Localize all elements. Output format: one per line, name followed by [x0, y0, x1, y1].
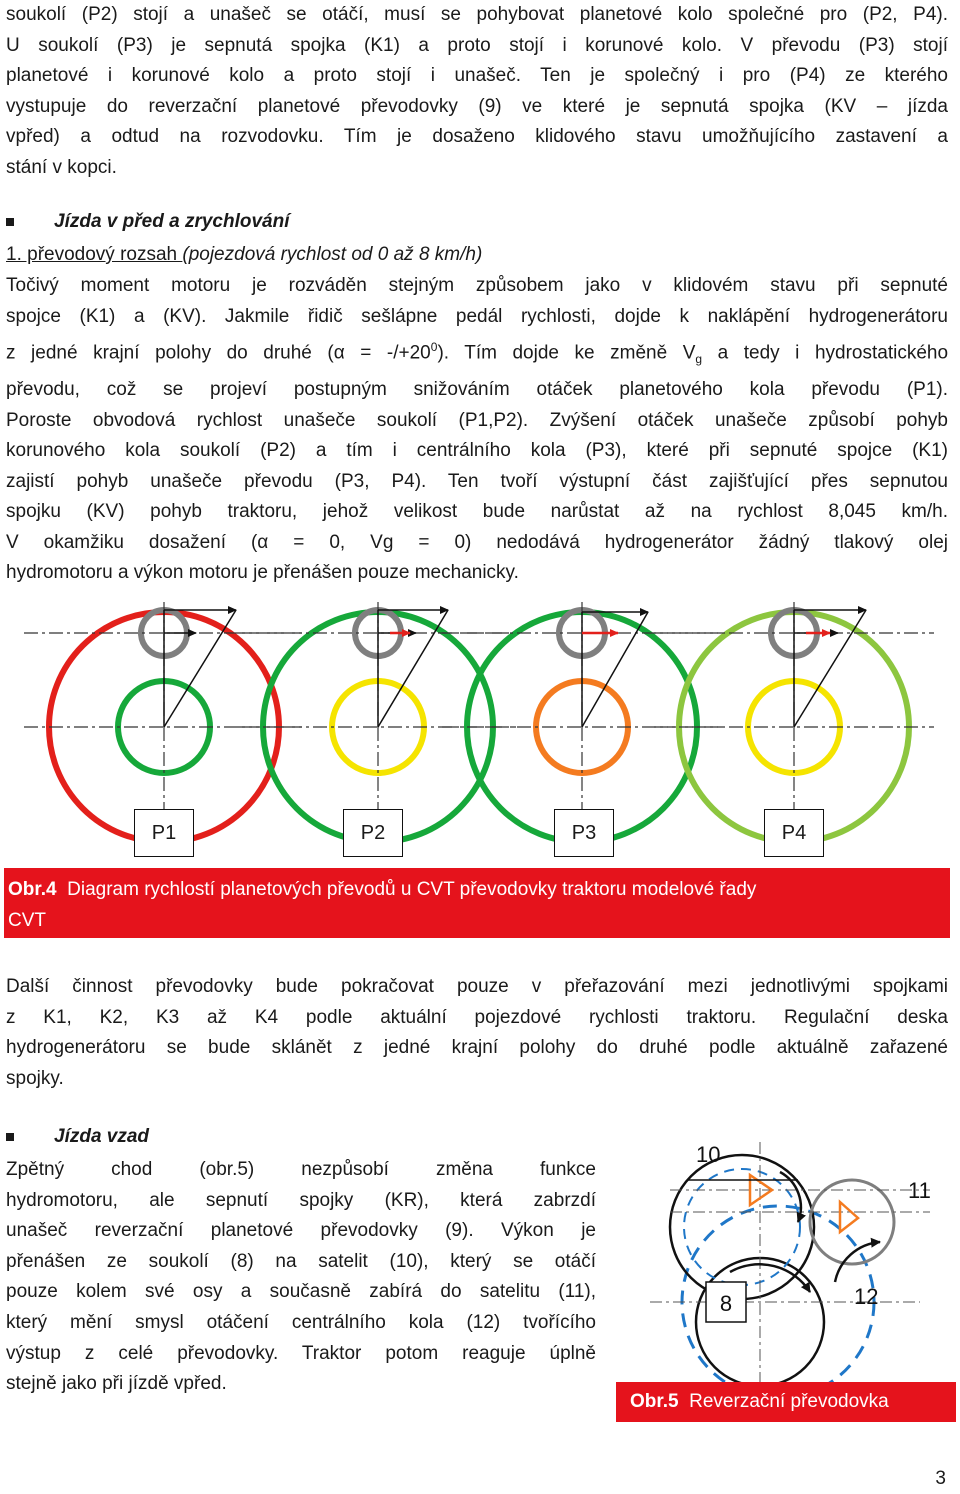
section-heading-forward: Jízda v před a zrychlování [6, 211, 289, 233]
text-line: zajistí pohyb unašeče převodu (P3, P4). Ten tvoří výstupní část zajišťující přes sepnutou [6, 470, 948, 492]
figure5-caption: Obr.5 Reverzační převodovka [616, 1382, 956, 1422]
text-line: který mění smysl otáčení centrálního kola (12) tvořícího [6, 1311, 596, 1333]
subheading-range [6, 240, 948, 271]
text-line: přenášen ze soukolí (8) na satelit (10), který se otáčí [6, 1250, 596, 1272]
text-line: vystupuje do reverzační planetové převodovky (9) ve které je sepnutá spojka (KV – jízda [6, 95, 948, 117]
reverse-paragraph [6, 1155, 596, 1400]
text-line: planetové i korunové kolo a proto stojí i unašeč. Ten je společný i pro (P4) ze kterého [6, 65, 948, 87]
label-11: 11 [908, 1178, 931, 1203]
text-line: spojky. [6, 1067, 64, 1089]
forward-paragraph [6, 271, 948, 589]
text-line: Točivý moment motoru je rozváděn stejným způsobem jako v klidovém stavu při sepnuté [6, 275, 948, 296]
text-line: soukolí (P2) stojí a unašeč se otáčí, musí se pohybovat planetové kolo společné pro (P2, P4). [6, 4, 948, 25]
satellite-10-circle [670, 1155, 814, 1299]
label-box-p4: P4 [764, 809, 824, 857]
text-line: pouze kolem své osy a současně zabírá do satelitu (11), [6, 1281, 596, 1303]
bullet-square-icon [6, 1133, 14, 1141]
text-line-alpha: z jedné krajní polohy do druhé $(\alpha = -/+20^0)$. Tím dojde ke změně $V_g$ a tedy i hydrostatického [6, 340, 949, 367]
text-line: hydrogenerátoru se bude sklánět z jedné krajní polohy do druhé podle aktuálně zařazené [6, 1037, 948, 1059]
text-line: korunového kola soukolí (P2) a tím i centrálního kola (P3), které při sepnuté spojce (K1) [6, 440, 948, 462]
label-box-p3: P3 [554, 809, 614, 857]
figure5-diagram [630, 1132, 950, 1382]
label-8: 8 [719, 1291, 733, 1316]
text-line: stejně jako při jízdě vpřed. [6, 1373, 227, 1395]
text-line: stání v kopci. [6, 156, 117, 178]
text-line: U soukolí (P3) je sepnutá spojka (K1) a proto stojí i korunové kolo. V převodu (P3) stojí [6, 34, 948, 56]
page-number: 3 [935, 1468, 946, 1489]
label-10: 10 [696, 1142, 721, 1167]
intro-paragraph [6, 0, 948, 184]
range-speed: (pojezdová rychlost od 0 až 8 km/h) [182, 244, 483, 265]
text-line: Zpětný chod (obr.5) nezpůsobí změna funkce [6, 1159, 596, 1180]
section-heading-reverse: Jízda vzad [6, 1126, 149, 1148]
text-line: unašeč reverzační planetové převodovky (9). Výkon je [6, 1220, 596, 1242]
text-line: převodu, což se projeví postupným snižováním otáček planetového kola převodu (P1). [6, 378, 948, 400]
bullet-square-icon [6, 218, 14, 226]
figure4-caption: Obr.4 Diagram rychlostí planetových převodů u CVT převodovky traktoru modelové řady CVT [4, 868, 950, 938]
middle-paragraph [6, 972, 948, 1094]
range-number: 1. převodový rozsah [6, 244, 183, 265]
text-line: spojce (K1) a (KV). Jakmile řidič sešlápne pedál rychlosti, dojde k naklápění hydrogenerátoru [6, 305, 948, 327]
text-line: vpřed) a odtud na rozvodovku. Tím je dosaženo klidového stavu umožňujícího zastavení a [6, 126, 948, 148]
text-line: Poroste obvodová rychlost unašeče soukolí (P1,P2). Zvýšení otáček unašeče způsobí pohyb [6, 409, 948, 431]
text-line: z K1, K2, K3 až K4 podle aktuální pojezdové rychlosti traktoru. Regulační deska [6, 1006, 948, 1028]
label-box-p2: P2 [343, 809, 403, 857]
text-line: výstup z celé převodovky. Traktor potom reaguje úplně [6, 1342, 596, 1364]
text-line: hydromotoru a výkon motoru je přenášen pouze mechanicky. [6, 562, 519, 584]
text-line: Další činnost převodovky bude pokračovat pouze v přeřazování mezi jednotlivými spojkami [6, 976, 948, 997]
text-line: hydromotoru, ale sepnutí spojky (KR), která zabrzdí [6, 1189, 596, 1211]
label-12: 12 [854, 1284, 879, 1309]
carrier-triangle-icon [840, 1202, 858, 1232]
label-box-p1: P1 [134, 809, 194, 857]
text-line: spojku (KV) pohyb traktoru, jehož velikost bude narůstat až na rychlost 8,045 km/h. [6, 501, 948, 523]
text-line: V okamžiku dosažení (α = 0, Vg = 0) nedodává hydrogenerátor žádný tlakový olej [6, 531, 948, 553]
